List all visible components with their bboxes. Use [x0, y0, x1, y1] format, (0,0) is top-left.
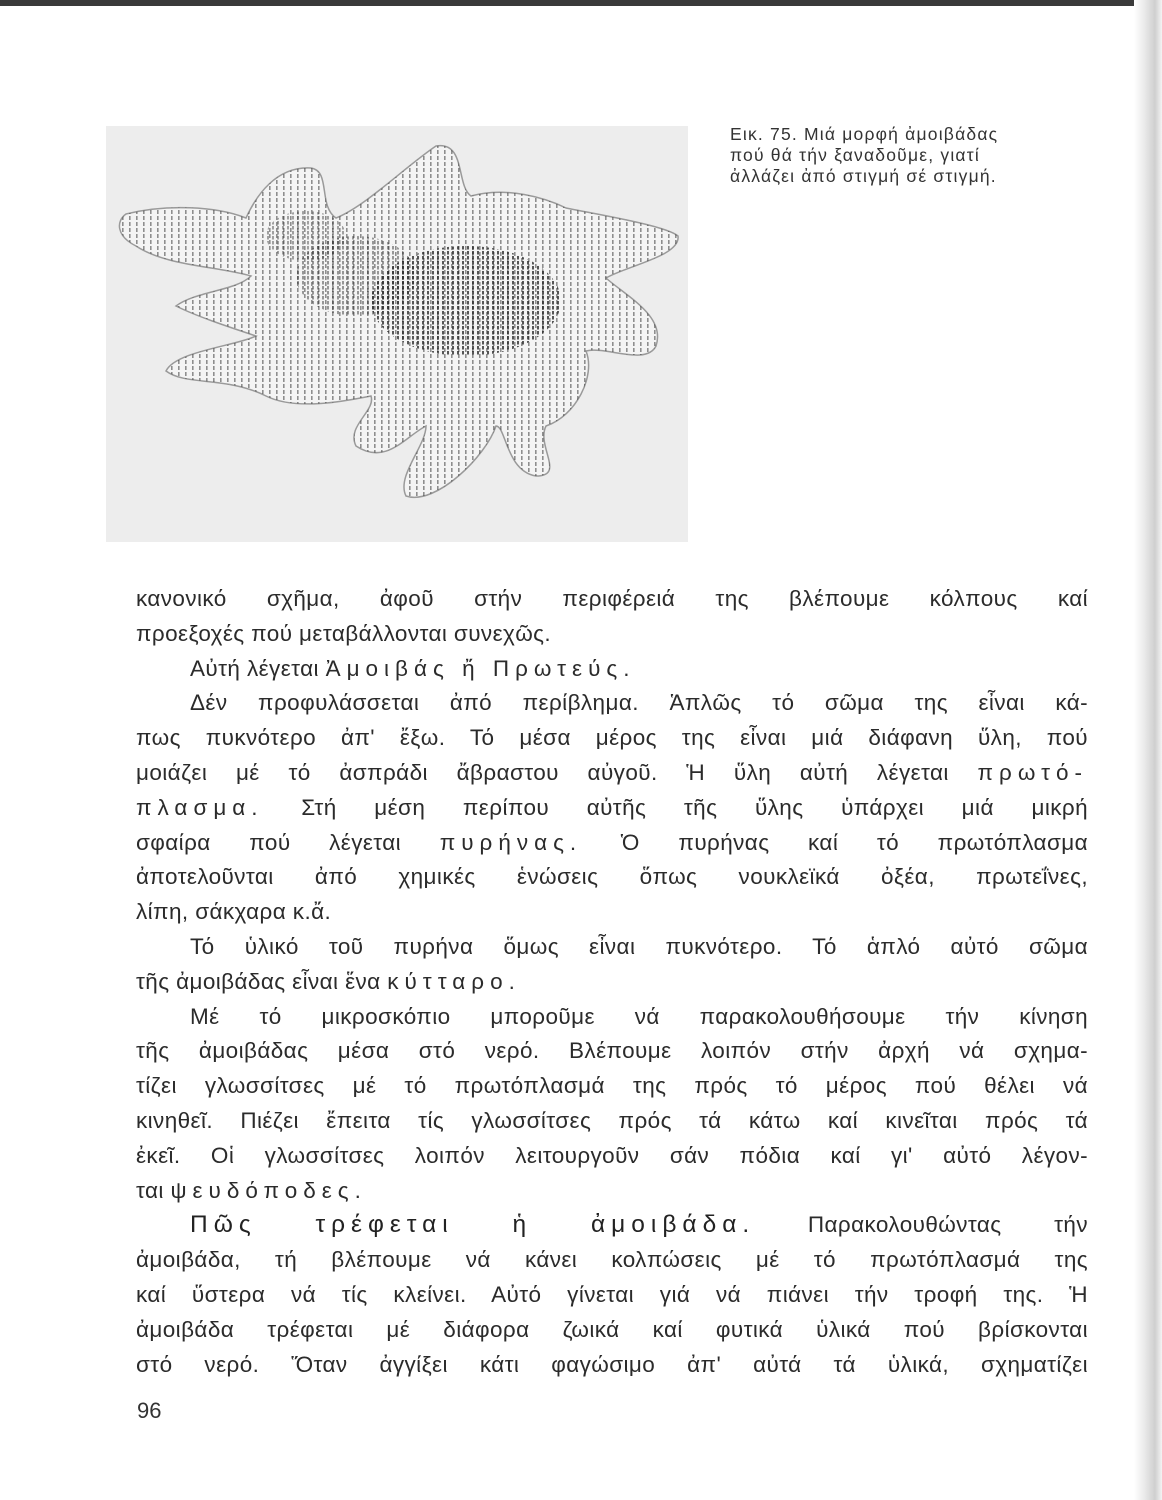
term-amoebas-proteus: Ἀμοιβάς ἤ Πρωτεύς.: [325, 655, 636, 681]
text-run: τῆς ἀμοιβάδας εἶναι ἕνα: [136, 968, 381, 994]
page-top-edge: [0, 0, 1162, 6]
caption-line: Εικ. 75. Μιά μορφή ἀμοιβάδας: [730, 124, 999, 144]
text-line: [136, 1174, 1088, 1209]
text-line: ἀμοιβάδα, τή βλέπουμε νά κάνει κολπώσεις μέ τό πρωτόπλασμά της: [136, 1247, 1088, 1273]
text-line: ἐκεῖ. Οἱ γλωσσίτσες λοιπόν λειτουργοῦν σάν πόδια καί γι' αὐτό λέγον-: [136, 1142, 1088, 1168]
body-text: [136, 582, 1088, 1382]
text-line: καί ὕστερα νά τίς κλείνει. Αὐτό γίνεται γιά νά πιάνει τήν τροφή της. Ἡ: [136, 1281, 1088, 1307]
text-run: Στή μέση περίπου αὐτῆς τῆς ὕλης ὑπάρχει μιά μικρή: [301, 794, 1089, 820]
text-line: [136, 652, 1088, 687]
text-run: ται: [136, 1177, 164, 1203]
section-heading: Πῶς τρέφεται ἡ ἀμοιβάδα.: [190, 1211, 756, 1239]
text-line: Δέν προφυλάσσεται ἀπό περίβλημα. Ἁπλῶς τό σῶμα της εἶναι κά-: [190, 690, 1088, 716]
text-line: ἀποτελοῦνται ἀπό χημικές ἑνώσεις ὅπως νουκλεϊκά ὀξέα, πρωτεΐνες,: [136, 864, 1088, 890]
text-run: σφαίρα πού λέγεται: [136, 829, 402, 855]
text-line: στό νερό. Ὅταν ἀγγίξει κάτι φαγώσιμο ἀπ' αὐτά τά ὑλικά, σχηματίζει: [136, 1351, 1088, 1377]
text-run: μοιάζει μέ τό ἀσπράδι ἄβραστου αὐγοῦ. Ἡ ὕλη αὐτή λέγεται: [136, 759, 949, 785]
term-cell: κύτταρο.: [387, 968, 521, 994]
term-nucleus: πυρήνας.: [439, 829, 583, 855]
text-run: Παρακολουθώντας τήν: [807, 1212, 1088, 1238]
amoeba-figure: [106, 126, 688, 542]
page-gutter-shadow: [1134, 0, 1162, 1500]
caption-line: πού θά τήν ξαναδοῦμε, γιατί: [730, 145, 980, 165]
text-line: Τό ὑλικό τοῦ πυρήνα ὅμως εἶναι πυκνότερο. Τό ἁπλό αὐτό σῶμα: [190, 933, 1088, 959]
text-line: κινηθεῖ. Πιέζει ἔπειτα τίς γλωσσίτσες πρός τά κάτω καί κινεῖται πρός τά: [136, 1107, 1088, 1133]
figure-caption: [730, 124, 1060, 187]
text-run: Αὐτή λέγεται: [190, 655, 319, 681]
text-line: προεξοχές πού μεταβάλλονται συνεχῶς.: [136, 620, 552, 646]
text-run: Ὁ πυρήνας καί τό πρωτόπλασμα: [620, 829, 1089, 855]
term-protoplasm-end: πλασμα.: [136, 794, 264, 820]
text-line: κανονικό σχῆμα, ἀφοῦ στήν περιφέρειά της βλέπουμε κόλπους καί: [136, 586, 1088, 611]
text-line: Μέ τό μικροσκόπιο μποροῦμε νά παρακολουθήσουμε τήν κίνηση: [190, 1003, 1088, 1029]
text-line: ἀμοιβάδα τρέφεται μέ διάφορα ζωικά καί φυτικά ὑλικά πού βρίσκονται: [136, 1316, 1088, 1342]
term-protoplasm: πρωτό-: [977, 759, 1088, 785]
text-line: τίζει γλωσσίτσες μέ τό πρωτόπλασμά της πρός τό μέρος πού θέλει νά: [136, 1073, 1088, 1099]
caption-line: ἀλλάζει ἀπό στιγμή σέ στιγμή.: [730, 166, 997, 186]
term-pseudopods: ψευδόποδες.: [170, 1177, 367, 1203]
text-line: [136, 826, 1088, 861]
amoeba-icon: [106, 126, 688, 542]
text-line: πως πυκνότερο ἀπ' ἔξω. Τό μέσα μέρος της εἶναι μιά διάφανη ὕλη, πού: [136, 725, 1088, 751]
page-number: 96: [137, 1398, 162, 1423]
text-line: [136, 1208, 1088, 1243]
text-line: [136, 965, 1088, 1000]
text-line: [136, 791, 1088, 826]
text-line: τῆς ἀμοιβάδας μέσα στό νερό. Βλέπουμε λοιπόν στήν ἀρχή νά σχημα-: [136, 1038, 1088, 1064]
text-line: λίπη, σάκχαρα κ.ἄ.: [136, 899, 332, 925]
text-line: [136, 756, 1088, 791]
